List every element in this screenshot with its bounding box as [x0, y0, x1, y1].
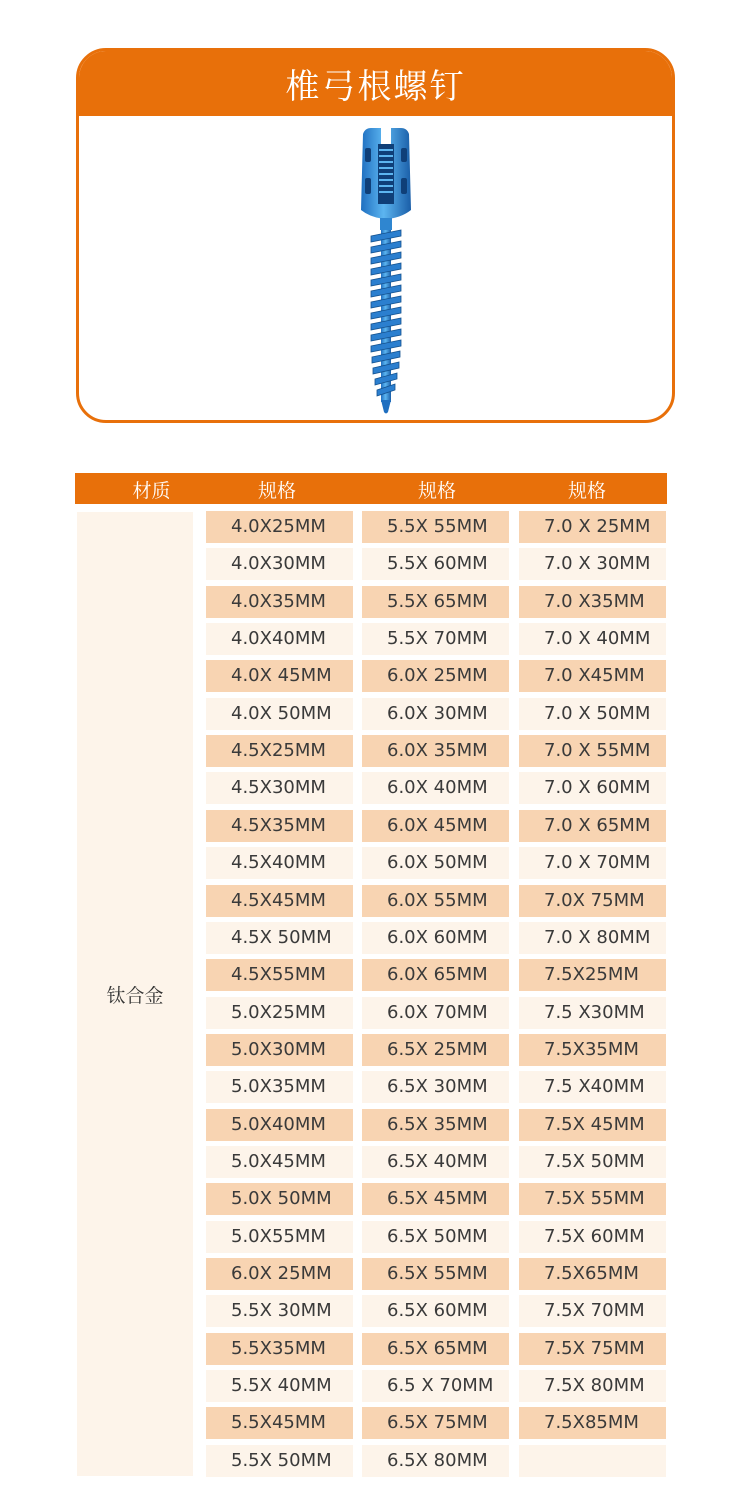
- spec-cell: 4.5X 50MM: [206, 922, 353, 954]
- header-spec-2: 规格: [417, 480, 456, 502]
- spec-cell: 5.0X25MM: [206, 997, 353, 1029]
- spec-cell: 6.5X 25MM: [362, 1034, 509, 1066]
- spec-cell: 6.0X 25MM: [362, 660, 509, 692]
- spec-cell: 6.5X 65MM: [362, 1333, 509, 1365]
- spec-cell: 7.0 X 80MM: [519, 922, 666, 954]
- spec-cell: 5.0X 50MM: [206, 1183, 353, 1215]
- spec-cell: 6.0X 25MM: [206, 1258, 353, 1290]
- spec-cell: 7.5 X40MM: [519, 1071, 666, 1103]
- spec-cell: 7.5X 80MM: [519, 1370, 666, 1402]
- spec-cell: 6.0X 30MM: [362, 698, 509, 730]
- spec-cell: 6.0X 55MM: [362, 885, 509, 917]
- spec-cell: 7.5 X30MM: [519, 997, 666, 1029]
- spec-cell: 6.5X 60MM: [362, 1295, 509, 1327]
- spec-cell: 6.5X 80MM: [362, 1445, 509, 1477]
- spec-cell: 5.5X 65MM: [362, 586, 509, 618]
- spec-cell: 7.0 X 55MM: [519, 735, 666, 767]
- spec-cell: 7.5X25MM: [519, 959, 666, 991]
- spec-cell: 4.0X35MM: [206, 586, 353, 618]
- spec-cell: 7.0 X 60MM: [519, 772, 666, 804]
- spec-cell: 6.0X 70MM: [362, 997, 509, 1029]
- spec-cell: 7.5X 60MM: [519, 1221, 666, 1253]
- spec-cell: 6.0X 35MM: [362, 735, 509, 767]
- spec-cell: 4.0X30MM: [206, 548, 353, 580]
- spec-cell: 4.5X40MM: [206, 847, 353, 879]
- spec-cell: 6.5X 50MM: [362, 1221, 509, 1253]
- spec-cell: 4.5X30MM: [206, 772, 353, 804]
- spec-cell: 5.5X 55MM: [362, 511, 509, 543]
- spec-cell: 6.0X 45MM: [362, 810, 509, 842]
- spec-cell: 6.5X 40MM: [362, 1146, 509, 1178]
- spec-cell: 4.0X25MM: [206, 511, 353, 543]
- spec-cell: 6.5X 35MM: [362, 1109, 509, 1141]
- spec-cell: 7.5X 55MM: [519, 1183, 666, 1215]
- spec-cell: 6.0X 40MM: [362, 772, 509, 804]
- spec-cell: 7.0 X 65MM: [519, 810, 666, 842]
- product-image-area: [79, 116, 672, 420]
- spec-cell: 5.0X45MM: [206, 1146, 353, 1178]
- spec-cell: 7.0 X35MM: [519, 586, 666, 618]
- spec-cell: 4.0X 45MM: [206, 660, 353, 692]
- spec-cell: 4.0X 50MM: [206, 698, 353, 730]
- spec-cell: 7.0 X 25MM: [519, 511, 666, 543]
- spec-cell: 6.5X 75MM: [362, 1407, 509, 1439]
- spec-cell: 6.5 X 70MM: [362, 1370, 509, 1402]
- spec-cell: 5.5X 40MM: [206, 1370, 353, 1402]
- spec-cell: 7.5X65MM: [519, 1258, 666, 1290]
- spec-cell: 6.0X 60MM: [362, 922, 509, 954]
- spec-cell: 4.5X45MM: [206, 885, 353, 917]
- spec-table-header: [75, 473, 667, 504]
- spec-cell: 7.0X 75MM: [519, 885, 666, 917]
- spec-cell: 5.0X30MM: [206, 1034, 353, 1066]
- spec-cell: 4.5X35MM: [206, 810, 353, 842]
- header-spec-3: 规格: [567, 480, 606, 502]
- spec-cell: 7.5X85MM: [519, 1407, 666, 1439]
- product-title: 椎弓根螺钉: [79, 51, 672, 116]
- spec-cell: 5.0X40MM: [206, 1109, 353, 1141]
- spec-cell: 5.5X 50MM: [206, 1445, 353, 1477]
- spec-cell: 5.0X55MM: [206, 1221, 353, 1253]
- spec-cell: 6.5X 45MM: [362, 1183, 509, 1215]
- spec-cell: [519, 1445, 666, 1477]
- spec-cell: 5.0X35MM: [206, 1071, 353, 1103]
- product-card: [76, 48, 675, 423]
- spec-cell: 7.5X 75MM: [519, 1333, 666, 1365]
- spec-cell: 7.5X 70MM: [519, 1295, 666, 1327]
- header-spec-1: 规格: [257, 480, 296, 502]
- header-material: 材质: [132, 480, 171, 502]
- spec-cell: 5.5X 70MM: [362, 623, 509, 655]
- spec-cell: 4.5X25MM: [206, 735, 353, 767]
- spec-cell: 5.5X 30MM: [206, 1295, 353, 1327]
- spec-cell: 7.0 X 50MM: [519, 698, 666, 730]
- spec-cell: 7.0 X 30MM: [519, 548, 666, 580]
- spec-cell: 5.5X 60MM: [362, 548, 509, 580]
- spec-cell: 6.5X 30MM: [362, 1071, 509, 1103]
- spec-cell: 6.0X 50MM: [362, 847, 509, 879]
- spec-cell: 6.0X 65MM: [362, 959, 509, 991]
- pedicle-screw-icon: [341, 126, 431, 416]
- spec-cell: 5.5X35MM: [206, 1333, 353, 1365]
- spec-cell: 7.0 X45MM: [519, 660, 666, 692]
- spec-cell: 7.0 X 40MM: [519, 623, 666, 655]
- spec-cell: 6.5X 55MM: [362, 1258, 509, 1290]
- spec-cell: 4.5X55MM: [206, 959, 353, 991]
- spec-cell: 7.5X 45MM: [519, 1109, 666, 1141]
- spec-cell: 7.0 X 70MM: [519, 847, 666, 879]
- spec-cell: 5.5X45MM: [206, 1407, 353, 1439]
- spec-cell: 7.5X35MM: [519, 1034, 666, 1066]
- spec-cell: 4.0X40MM: [206, 623, 353, 655]
- material-cell: 钛合金: [77, 512, 193, 1476]
- spec-cell: 7.5X 50MM: [519, 1146, 666, 1178]
